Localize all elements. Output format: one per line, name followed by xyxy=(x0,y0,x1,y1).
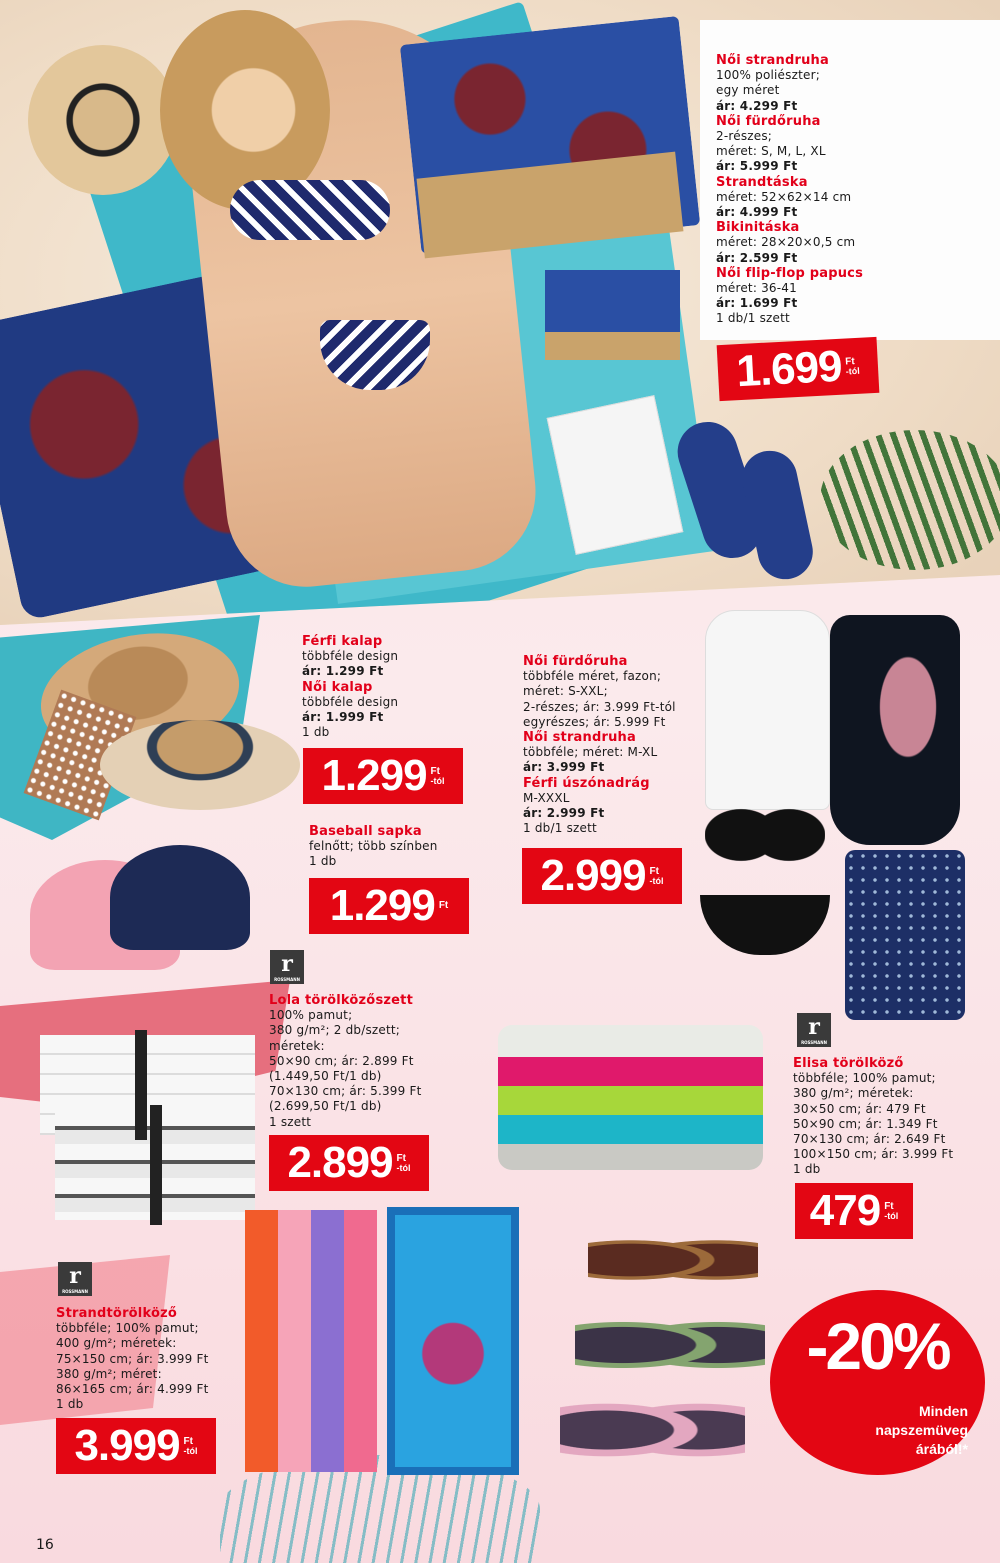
sunglasses-image xyxy=(588,1230,758,1290)
swim-trunks-image xyxy=(845,850,965,1020)
ribbon-image xyxy=(135,1030,147,1140)
price-amount: 1.299 xyxy=(329,881,435,930)
beach-towel-price-tag xyxy=(56,1418,216,1474)
hero-line: Bikinitáska xyxy=(716,220,800,236)
hero-line: méret: 28×20×0,5 cm xyxy=(716,235,856,250)
brand-logo-caption: ROSSMANN xyxy=(801,1040,827,1045)
hero-line: Női flip-flop papucs xyxy=(716,265,864,281)
beach-towel-line: 380 g/m²; méret: xyxy=(56,1366,162,1381)
price-currency: Ft xyxy=(649,865,659,877)
hero-product-text xyxy=(716,53,916,327)
hero-line: ár: 5.999 Ft xyxy=(716,159,798,174)
price-currency: Ft xyxy=(183,1435,193,1447)
swimsuit-image xyxy=(830,615,960,845)
price-currency: Ft xyxy=(438,900,449,911)
elisa-line: 1 db xyxy=(793,1162,821,1177)
towel-stack-image xyxy=(498,1025,763,1170)
hero-line: 1 db/1 szett xyxy=(716,311,790,326)
hero-line: egy méret xyxy=(716,83,780,98)
lola-line: (2.699,50 Ft/1 db) xyxy=(269,1099,382,1114)
price-amount: 1.699 xyxy=(735,341,843,397)
elisa-text xyxy=(793,1056,993,1178)
hats-line: ár: 1.299 Ft xyxy=(302,664,384,679)
elisa-line: 70×130 cm; ár: 2.649 Ft xyxy=(793,1132,946,1147)
hero-line: 2-részes; xyxy=(716,129,773,144)
hero-line: Strandtáska xyxy=(716,174,808,190)
swimwear-line: Férfi úszónadrág xyxy=(523,775,650,791)
cap-text xyxy=(309,824,509,870)
discount-line: árából!* xyxy=(915,1441,968,1457)
swimwear-line: többféle méret, fazon; xyxy=(523,669,662,684)
hero-line: méret: 52×62×14 cm xyxy=(716,189,852,204)
swimwear-line: 2-részes; ár: 3.999 Ft-tól xyxy=(523,699,676,714)
swimwear-line: M-XXXL xyxy=(523,790,570,805)
bikini-bottom-image xyxy=(700,895,830,955)
elisa-line: Elisa törölköző xyxy=(793,1056,904,1071)
cap-line: Baseball sapka xyxy=(309,824,422,839)
discount-badge xyxy=(770,1290,985,1475)
lola-line: méretek: xyxy=(269,1038,325,1053)
beach-towel-line: 75×150 cm; ár: 3.999 Ft xyxy=(56,1351,209,1366)
palm-leaf-image xyxy=(820,430,1000,570)
cap-price-tag xyxy=(309,878,469,934)
swimwear-line: Női strandruha xyxy=(523,730,636,746)
beach-towel-text xyxy=(56,1306,256,1412)
hero-line: 100% poliészter; xyxy=(716,68,820,83)
price-suffix: -tól xyxy=(884,1210,899,1221)
brand-logo-letter: r xyxy=(808,1014,820,1040)
straw-hat-image xyxy=(28,45,178,195)
elisa-price-tag xyxy=(795,1183,913,1239)
price-suffix: -tól xyxy=(845,365,860,376)
bikini-bag-image xyxy=(545,270,680,360)
page-number: 16 xyxy=(36,1537,54,1553)
hero-line: ár: 2.599 Ft xyxy=(716,250,798,265)
price-amount: 2.999 xyxy=(540,851,646,900)
brand-logo-caption: ROSSMANN xyxy=(274,977,300,982)
price-suffix: -tól xyxy=(430,775,445,786)
hero-line: ár: 1.699 Ft xyxy=(716,296,798,311)
bikini-top-image xyxy=(230,180,390,240)
hero-price-tag xyxy=(717,337,880,401)
bikini-top-image xyxy=(705,775,825,875)
brand-logo xyxy=(58,1262,92,1296)
beach-towel-line: 86×165 cm; ár: 4.999 Ft xyxy=(56,1382,209,1397)
swimwear-line: ár: 2.999 Ft xyxy=(523,806,605,821)
swimwear-line: többféle; méret: M-XL xyxy=(523,745,658,760)
lola-line: 50×90 cm; ár: 2.899 Ft xyxy=(269,1053,414,1068)
brand-logo-caption: ROSSMANN xyxy=(62,1289,88,1294)
cap-line: felnőtt; több színben xyxy=(309,839,438,854)
turtle-beach-towel-image xyxy=(387,1207,519,1475)
brand-logo-letter: r xyxy=(281,951,293,977)
price-amount: 2.899 xyxy=(287,1138,393,1187)
elisa-line: 50×90 cm; ár: 1.349 Ft xyxy=(793,1116,938,1131)
ribbon-image xyxy=(150,1105,162,1225)
hats-line: többféle design xyxy=(302,694,399,709)
swimwear-line: Női fürdőruha xyxy=(523,654,628,669)
elisa-line: többféle; 100% pamut; xyxy=(793,1071,936,1086)
hero-line: ár: 4.999 Ft xyxy=(716,205,798,220)
price-amount: 1.299 xyxy=(321,751,427,800)
beach-towel-line: többféle; 100% pamut; xyxy=(56,1321,199,1336)
lola-line: (1.449,50 Ft/1 db) xyxy=(269,1069,382,1084)
hero-line: méret: 36-41 xyxy=(716,281,797,296)
beach-towel-line: 1 db xyxy=(56,1397,84,1412)
price-suffix: -tól xyxy=(396,1162,411,1173)
price-currency: Ft xyxy=(396,1152,406,1164)
price-currency: Ft xyxy=(844,355,855,368)
lola-text xyxy=(269,993,469,1130)
discount-line: napszemüveg xyxy=(875,1422,968,1438)
lola-line: 380 g/m²; 2 db/szett; xyxy=(269,1023,401,1038)
discount-line: Minden xyxy=(919,1403,968,1419)
hats-line: ár: 1.999 Ft xyxy=(302,710,384,725)
brand-logo xyxy=(797,1013,831,1047)
elisa-line: 380 g/m²; méretek: xyxy=(793,1086,914,1101)
lola-line: 100% pamut; xyxy=(269,1008,353,1023)
price-amount: 479 xyxy=(809,1186,881,1235)
price-suffix: -tól xyxy=(649,875,664,886)
sunglasses-image xyxy=(575,1310,765,1380)
lola-line: Lola törölközőszett xyxy=(269,993,413,1008)
price-suffix: -tól xyxy=(183,1445,198,1456)
mens-hat-image xyxy=(100,720,300,810)
elisa-line: 30×50 cm; ár: 479 Ft xyxy=(793,1101,926,1116)
cap-line: 1 db xyxy=(309,854,337,869)
beach-towel-line: Strandtörölköző xyxy=(56,1306,177,1321)
hats-line: Férfi kalap xyxy=(302,634,383,649)
price-currency: Ft xyxy=(430,765,440,777)
swimwear-line: 1 db/1 szett xyxy=(523,821,597,836)
swimwear-text xyxy=(523,654,723,836)
swimwear-line: egyrészes; ár: 5.999 Ft xyxy=(523,714,666,729)
lola-line: 1 szett xyxy=(269,1114,312,1129)
hero-line: Női fürdőruha xyxy=(716,113,821,129)
discount-text xyxy=(770,1402,968,1459)
lola-price-tag xyxy=(269,1135,429,1191)
price-currency: Ft xyxy=(884,1200,894,1212)
sunglasses-image xyxy=(560,1390,745,1470)
navy-cap-image xyxy=(110,845,250,950)
discount-percent: -20% xyxy=(806,1309,949,1383)
hats-line: Női kalap xyxy=(302,679,373,695)
lola-line: 70×130 cm; ár: 5.399 Ft xyxy=(269,1084,422,1099)
hero-line: Női strandruha xyxy=(716,53,829,68)
swimwear-line: méret: S-XXL; xyxy=(523,684,608,699)
brand-logo xyxy=(270,950,304,984)
hero-line: ár: 4.299 Ft xyxy=(716,98,798,113)
hats-text xyxy=(302,634,502,740)
swimwear-line: ár: 3.999 Ft xyxy=(523,760,605,775)
palm-beach-towel-image xyxy=(245,1210,377,1472)
hats-line: többféle design xyxy=(302,649,399,664)
hats-line: 1 db xyxy=(302,725,330,740)
brand-logo-letter: r xyxy=(69,1263,81,1289)
swimwear-price-tag xyxy=(522,848,682,904)
hero-line: méret: S, M, L, XL xyxy=(716,144,826,159)
elisa-line: 100×150 cm; ár: 3.999 Ft xyxy=(793,1147,954,1162)
beach-towel-line: 400 g/m²; méretek: xyxy=(56,1336,177,1351)
price-amount: 3.999 xyxy=(74,1421,180,1470)
hats-price-tag xyxy=(303,748,463,804)
